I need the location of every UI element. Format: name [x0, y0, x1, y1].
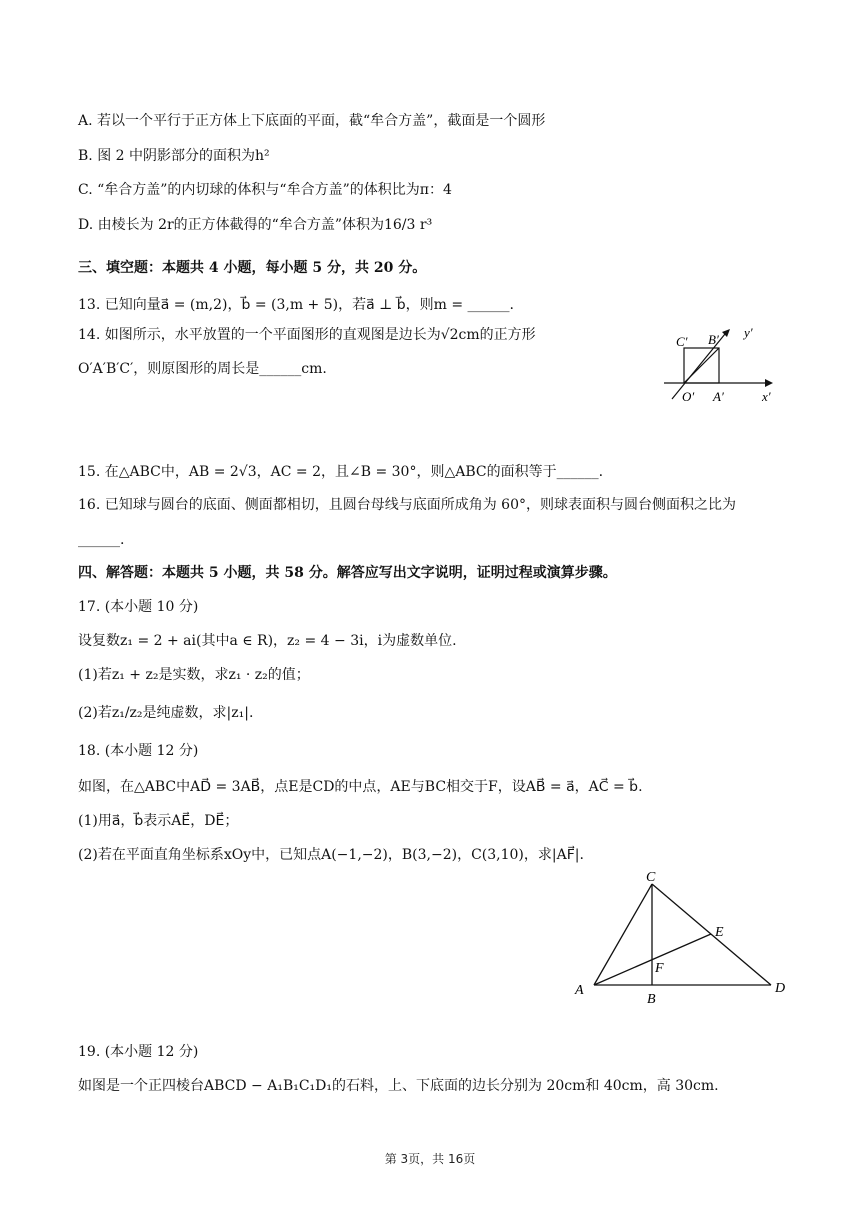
- question-17-stem: 设复数z₁ = 2 + ai(其中a ∈ R)，z₂ = 4 − 3i，i为虚数单位.: [78, 633, 457, 649]
- option-a: A. 若以一个平行于正方体上下底面的平面，截“牟合方盖”，截面是一个圆形: [78, 113, 546, 129]
- question-14-line-2: O′A′B′C′，则原图形的周长是______cm.: [78, 361, 327, 377]
- question-18-part-1: (1)用a⃗，b⃗表示AE⃗，DE⃗；: [78, 813, 239, 829]
- option-c: C. “牟合方盖”的内切球的体积与“牟合方盖”的体积比为π：4: [78, 182, 452, 198]
- fig18-label-d: D: [775, 981, 786, 996]
- fig18-label-a: A: [575, 983, 584, 998]
- question-17-title: 17. (本小题 10 分): [78, 599, 199, 615]
- question-15: 15. 在△ABC中，AB = 2√3，AC = 2，且∠B = 30°，则△ABC的面积等于______.: [78, 464, 604, 480]
- fig14-label-o: O′: [682, 389, 695, 404]
- option-d: D. 由棱长为 2r的正方体截得的“牟合方盖”体积为16/3 r³: [78, 217, 433, 233]
- fig14-label-a: A′: [713, 389, 724, 404]
- fig18-label-e: E: [715, 925, 724, 940]
- question-13: 13. 已知向量a⃗ = (m,2)，b⃗ = (3,m + 5)，若a⃗ ⊥ b⃗，则m = ______.: [78, 297, 514, 313]
- section-answer-heading: 四、解答题：本题共 5 小题，共 58 分。解答应写出文字说明，证明过程或演算步骤。: [78, 565, 617, 581]
- question-18-stem: 如图，在△ABC中AD⃗ = 3AB⃗，点E是CD的中点，AE与BC相交于F，设AB⃗ = a⃗，AC⃗ = b⃗.: [78, 779, 643, 795]
- question-18-part-2: (2)若在平面直角坐标系xOy中，已知点A(−1,−2)，B(3,−2)，C(3,10)，求|AF⃗|.: [78, 847, 584, 863]
- question-17-part-1: (1)若z₁ + z₂是实数，求z₁ · z₂的值；: [78, 667, 310, 683]
- question-14-line-1: 14. 如图所示，水平放置的一个平面图形的直观图是边长为√2cm的正方形: [78, 327, 536, 343]
- question-19-stem: 如图是一个正四棱台ABCD − A₁B₁C₁D₁的石料，上、下底面的边长分别为 20cm和 40cm，高 30cm.: [78, 1078, 719, 1094]
- figure-18-triangle-diagram: [565, 868, 795, 1008]
- question-16-line-1: 16. 已知球与圆台的底面、侧面都相切，且圆台母线与底面所成角为 60°，则球表面积与圆台侧面积之比为: [78, 497, 736, 513]
- page-footer: 第 3页，共 16页: [384, 1152, 476, 1166]
- fig18-label-c: C: [646, 870, 656, 885]
- question-17-part-2: (2)若z₁/z₂是纯虚数，求|z₁|.: [78, 705, 254, 721]
- fig14-label-b: B′: [708, 332, 719, 347]
- fig14-label-c: C′: [676, 334, 688, 349]
- fig14-label-y: y′: [744, 325, 753, 340]
- fig14-label-x: x′: [762, 389, 771, 404]
- question-18-title: 18. (本小题 12 分): [78, 743, 199, 759]
- figure-14-square-diagram: [660, 322, 780, 406]
- fig18-label-f: F: [655, 961, 664, 976]
- question-19-title: 19. (本小题 12 分): [78, 1044, 199, 1060]
- question-16-line-2: ______.: [78, 532, 125, 548]
- section-fill-in-heading: 三、填空题：本题共 4 小题，每小题 5 分，共 20 分。: [78, 260, 427, 276]
- option-b: B. 图 2 中阴影部分的面积为h²: [78, 148, 270, 164]
- fig18-label-b: B: [647, 992, 656, 1007]
